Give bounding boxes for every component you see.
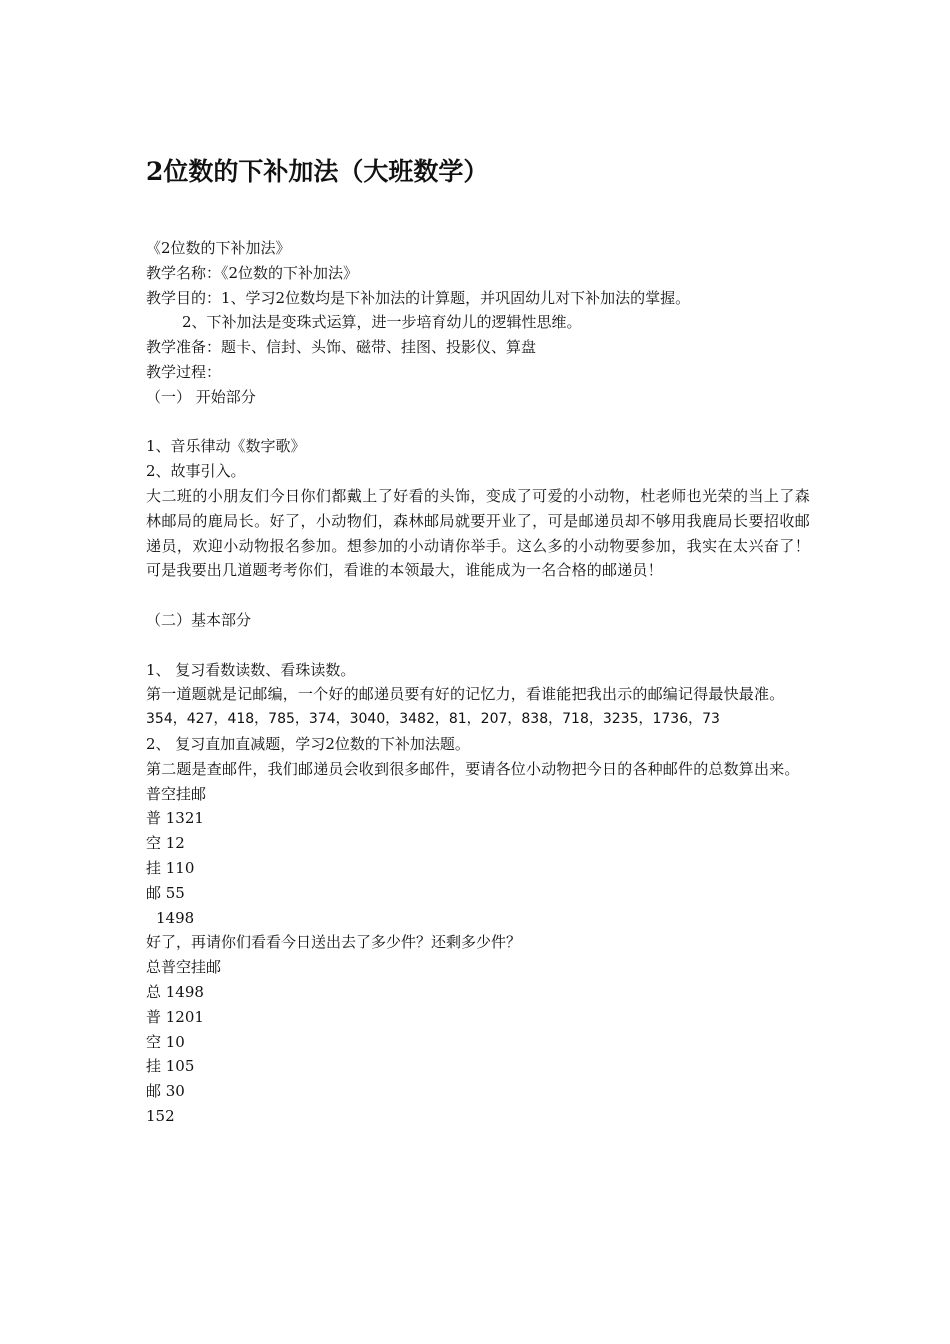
text-line: 2、 复习直加直减题，学习2位数的下补加法题。 xyxy=(146,734,470,753)
table-row: 挂 105 xyxy=(146,1057,195,1076)
table-row: 空 10 xyxy=(146,1032,185,1051)
blank-line xyxy=(146,633,810,658)
table-row: 邮 30 xyxy=(146,1082,185,1101)
document-title: 2位数的下补加法（大班数学） xyxy=(146,157,489,186)
table-row: 挂 110 xyxy=(146,858,195,877)
table-row: 空 12 xyxy=(146,834,185,853)
blank-line xyxy=(146,410,810,435)
total-value: 152 xyxy=(146,1106,175,1125)
text-line: 1、音乐律动《数字歌》 xyxy=(146,437,306,456)
text-line: 教学过程： xyxy=(146,362,222,381)
text-line: 2、下补加法是变珠式运算，进一步培育幼儿的逻辑性思维。 xyxy=(182,313,582,332)
table-row: 普 1201 xyxy=(146,1007,204,1026)
text-line: 教学目的：1、学习2位数均是下补加法的计算题，并巩固幼儿对下补加法的掌握。 xyxy=(146,288,691,307)
text-line: 1、 复习看数读数、看珠读数。 xyxy=(146,660,356,679)
table-row: 普 1321 xyxy=(146,809,204,828)
table-header: 总普空挂邮 xyxy=(146,958,222,977)
section-heading: （一） 开始部分 xyxy=(146,387,256,406)
number-list: 354，427，418，785，374，3040，3482，81，207，838，718，3235，1736，73 xyxy=(146,711,720,728)
document-body xyxy=(146,236,810,1129)
blank-line xyxy=(146,583,810,608)
paragraph: 第二题是查邮件，我们邮递员会收到很多邮件，要请各位小动物把今日的各种邮件的总数算出来。 xyxy=(146,759,800,778)
paragraph: 第一道题就是记邮编，一个好的邮递员要有好的记忆力，看谁能把我出示的邮编记得最快最准。 xyxy=(146,685,785,704)
text-line: 《2位数的下补加法》 xyxy=(146,239,291,257)
table-row: 总 1498 xyxy=(146,982,204,1001)
table-row: 邮 55 xyxy=(146,883,185,902)
text-line: 教学准备：题卡、信封、头饰、磁带、挂图、投影仪、算盘 xyxy=(146,338,537,357)
total-value: 1498 xyxy=(156,908,195,927)
table-header: 普空挂邮 xyxy=(146,784,207,803)
text-line: 2、故事引入。 xyxy=(146,462,246,481)
text-line: 教学名称：《2位数的下补加法》 xyxy=(146,263,359,282)
paragraph: 大二班的小朋友们今日你们都戴上了好看的头饰，变成了可爱的小动物，杜老师也光荣的当上了森林邮局的鹿局长。好了，小动物们，森林邮局就要开业了，可是邮递员却不够用我鹿局长要招收邮递员，欢迎小动物报名参加。想参加的小动请你举手。这么多的小动物要参加，我实在太兴奋了！可是我要出几道题考考你们，看谁的本领最大，谁能成为一名合格的邮递员！ xyxy=(146,486,810,580)
section-heading: （二）基本部分 xyxy=(146,610,252,629)
text-line: 好了，再请你们看看今日送出去了多少件？还剩多少件？ xyxy=(146,933,522,952)
